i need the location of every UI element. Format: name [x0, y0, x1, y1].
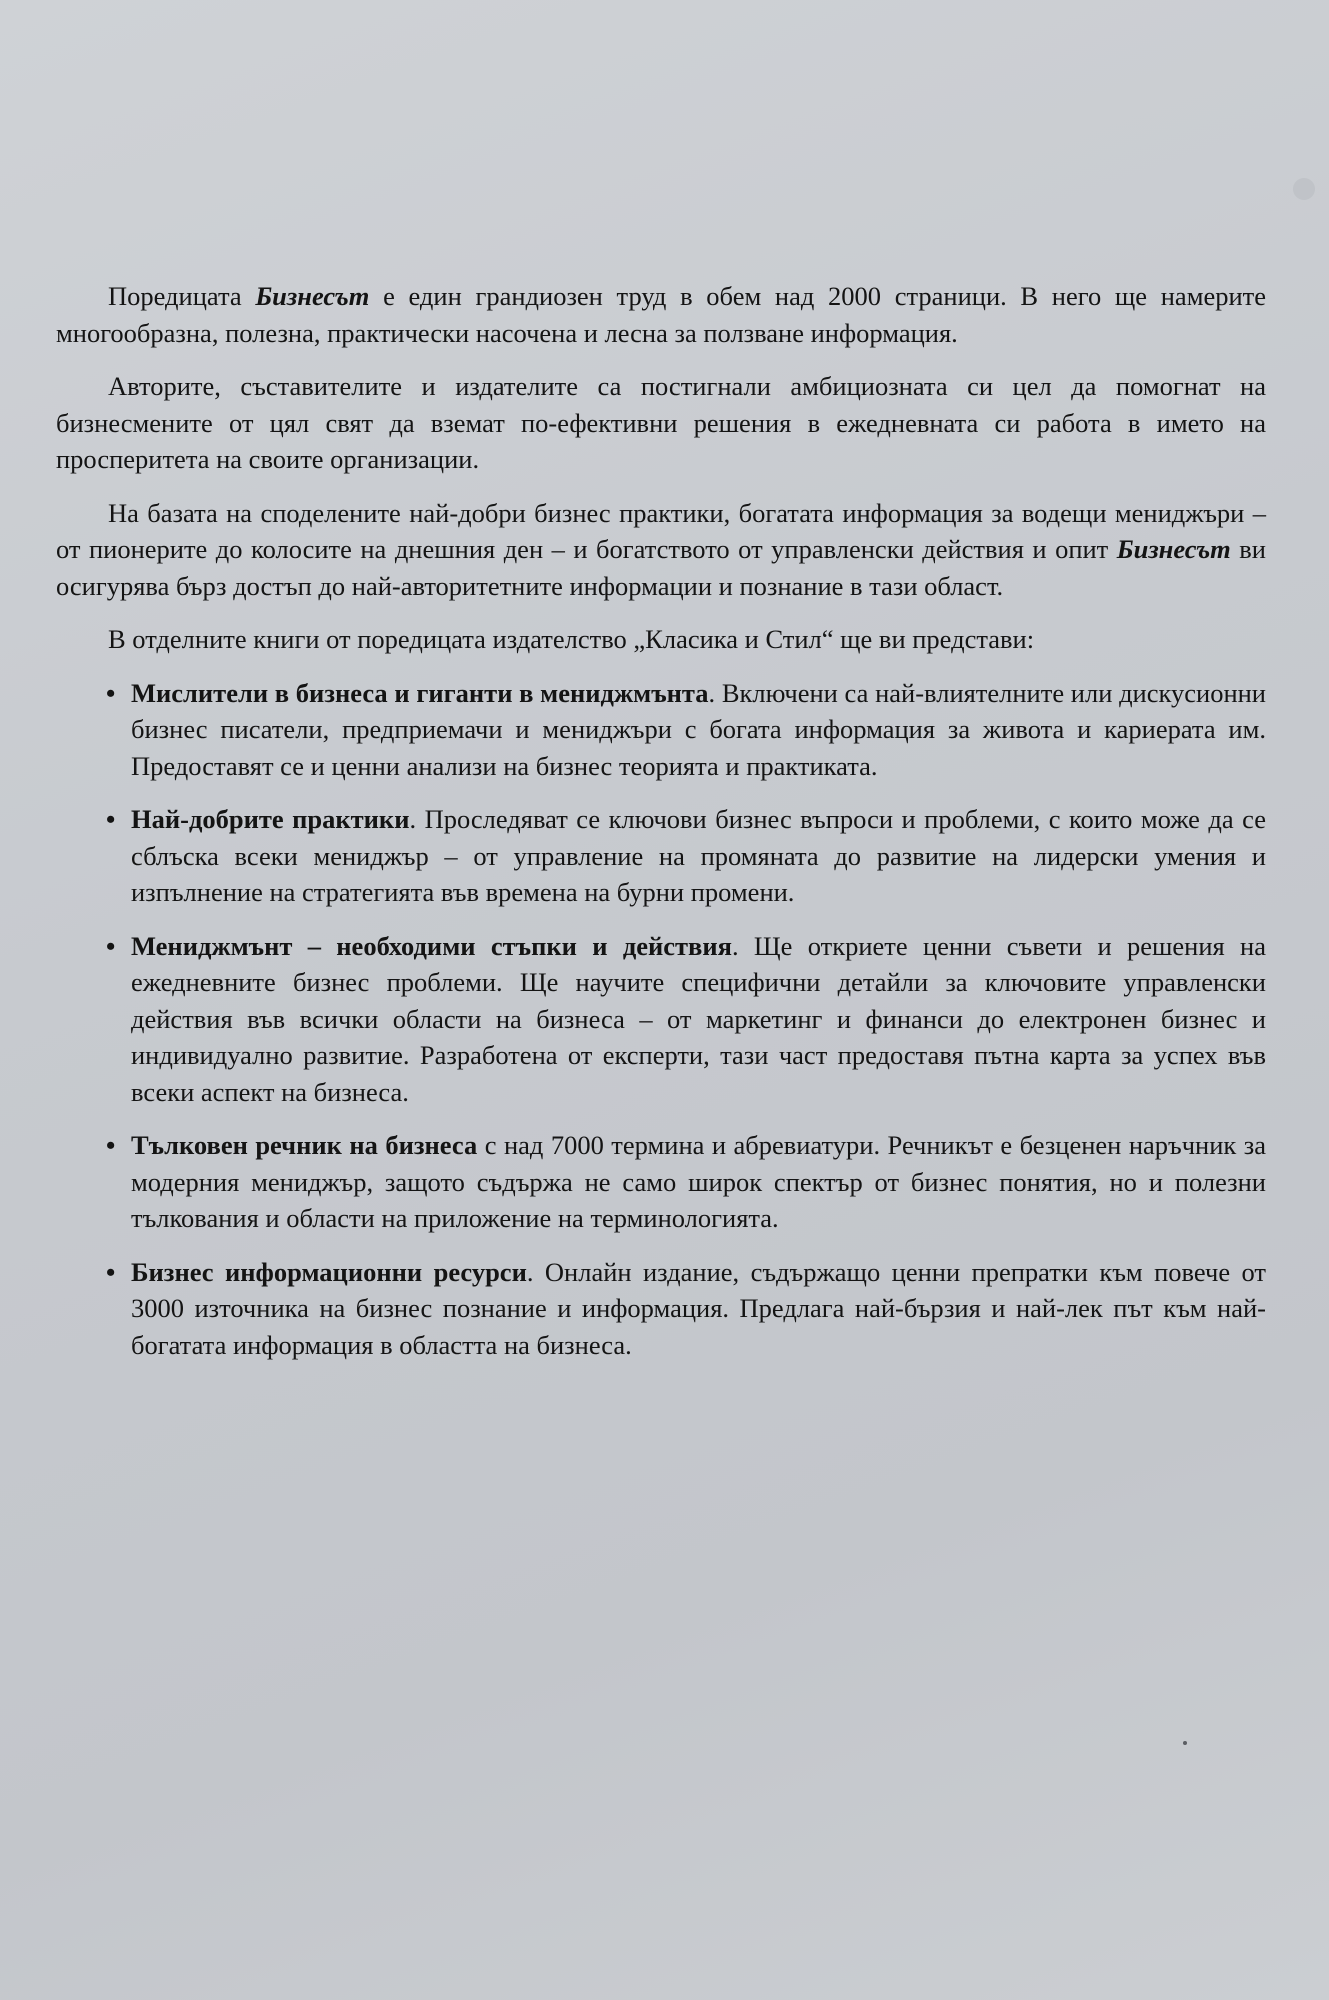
- bullet-icon: •: [106, 804, 116, 834]
- authors-paragraph: Авторите, съставителите и издателите са постигнали амбициозната си цел да помогнат на бизнесмените от цял свят да вземат по-ефективни решения в ежедневната си работа в името на просперитета на своите организации.: [56, 371, 1266, 474]
- series-title: Бизнесът: [255, 281, 370, 311]
- paper-speck: [1183, 1741, 1187, 1745]
- list-item-heading: Бизнес информационни ресурси: [131, 1256, 527, 1287]
- list-item: [56, 1254, 1266, 1364]
- series-title: Бизнесът: [1116, 534, 1231, 564]
- list-item-text: . Проследяват се ключови бизнес въпроси и проблеми, с които може да се сблъска всеки мениджър – от управление на промяната до развитие на лидерски умения и изпълнение на стратегията във времена на бурни промени.: [131, 804, 1266, 907]
- list-item-heading: Най-добрите практики: [131, 804, 410, 834]
- bullet-icon: •: [106, 677, 116, 708]
- list-item-heading: Мениджмънт – необходими стъпки и действия: [131, 930, 732, 961]
- list-item: [56, 675, 1266, 785]
- list-item-text: . Ще откриете ценни съвети и решения на ежедневните бизнес проблеми. Ще научите специфични детайли за ключовите управленски действия във всички области на бизнеса – от маркетинг и финанси до електронен бизнес и индивидуално развитие. Разработена от експерти, тази част предоставя пътна карта за успех във всеки аспект на бизнеса.: [131, 930, 1266, 1107]
- list-item-heading: Мислители в бизнеса и гиганти в мениджмънта: [131, 677, 709, 708]
- bullet-icon: •: [106, 930, 116, 961]
- intro-paragraph: Поредицата Бизнесът е един грандиозен труд в обем над 2000 страници. В него ще намерите многообразна, полезна, практически насочена и лесна за ползване информация.: [56, 281, 1266, 348]
- list-item-text: . Включени са най-влиятелните или дискусионни бизнес писатели, предприемачи и мениджъри с богата информация за живота и кариерата им. Предоставят се и ценни анализи на бизнес теорията и практиката.: [131, 677, 1266, 781]
- page-body: [56, 278, 1266, 1380]
- books-list: [56, 675, 1266, 1364]
- page-edge-shadow: [1293, 178, 1315, 200]
- list-item-text: . Онлайн издание, съдържащо ценни препратки към повече от 3000 източника на бизнес познание и информация. Предлага най-бързия и най-лек път към най-богатата информация в областта на бизнеса.: [131, 1256, 1266, 1360]
- bullet-icon: •: [106, 1256, 116, 1287]
- list-item-text: с над 7000 термина и абревиатури. Речникът е безценен наръчник за модерния мениджър, защото съдържа не само широк спектър от бизнес понятия, но и полезни тълкования и области на приложение на терминологията.: [131, 1130, 1266, 1233]
- list-item-heading: Тълковен речник на бизнеса: [131, 1130, 478, 1160]
- list-item: [56, 928, 1266, 1111]
- list-item: [56, 801, 1266, 911]
- books-intro-paragraph: В отделните книги от поредицата издателство „Класика и Стил“ ще ви представи:: [108, 624, 1035, 654]
- practices-paragraph: На базата на споделените най-добри бизнес практики, богатата информация за водещи мениджъри – от пионерите до колосите на днешния ден – и богатството от управленски действия и опит Бизнесът ви осигурява бърз достъп до най-авторитетните информации и познание в тази област.: [56, 497, 1266, 601]
- list-item: [56, 1127, 1266, 1237]
- bullet-icon: •: [106, 1130, 116, 1160]
